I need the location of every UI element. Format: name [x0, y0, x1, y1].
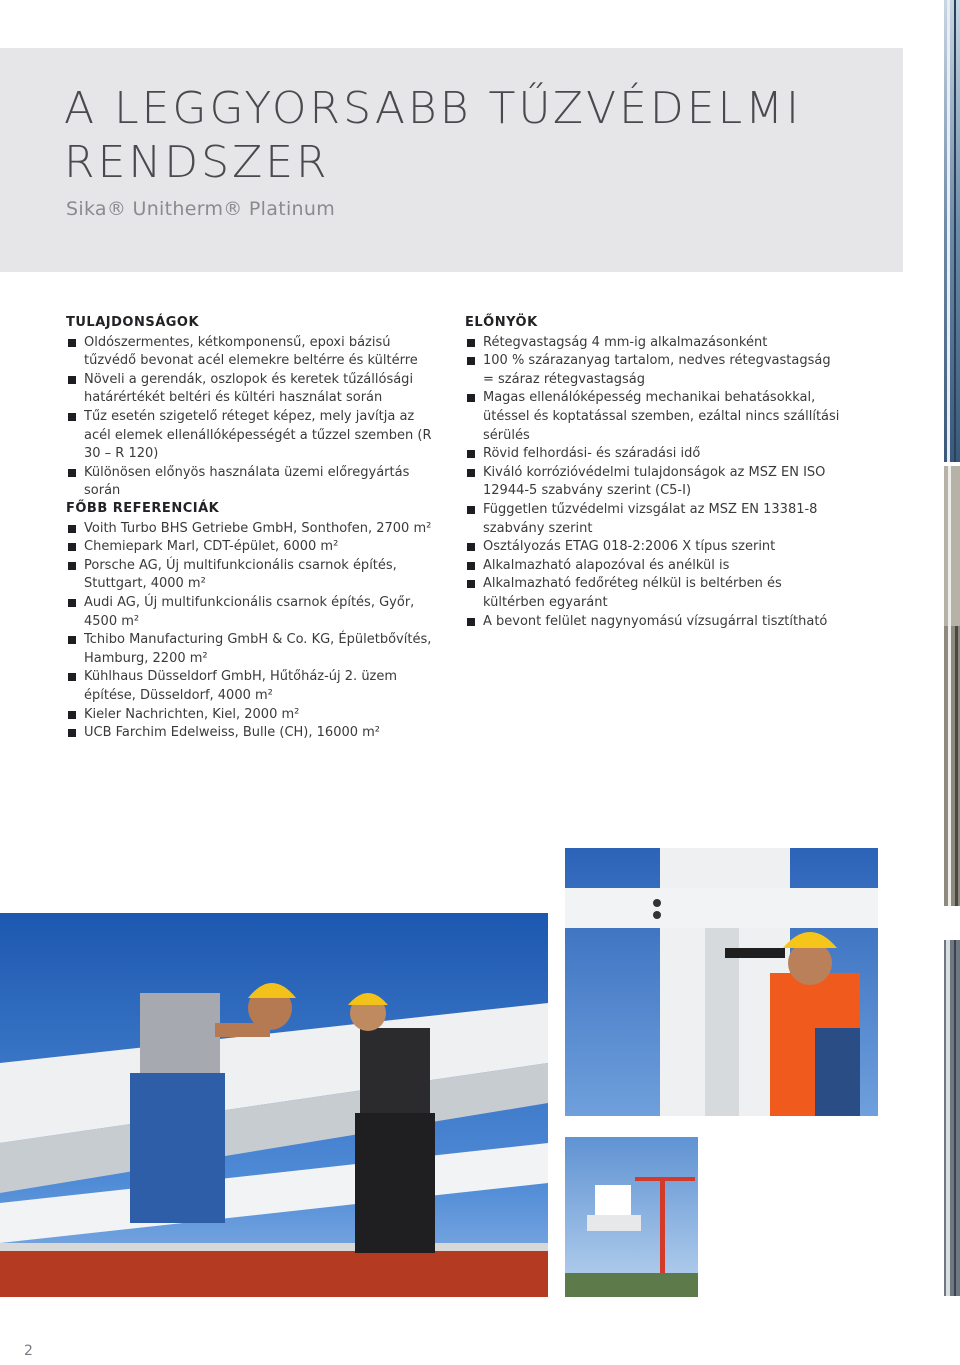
photo-workers-on-beam	[0, 913, 548, 1297]
square-bullet-icon	[467, 543, 475, 551]
advantages-section	[465, 314, 840, 631]
square-bullet-icon	[68, 339, 76, 347]
properties-list	[66, 334, 436, 501]
list-item	[66, 594, 451, 631]
list-item	[465, 352, 840, 389]
list-item-text: Kieler Nachrichten, Kiel, 2000 m²	[84, 706, 300, 722]
page-title-line-2: RENDSZER	[64, 137, 330, 188]
list-item	[66, 668, 451, 705]
photo-worker-steel-beam	[565, 848, 878, 1116]
square-bullet-icon	[68, 469, 76, 477]
list-item	[465, 445, 840, 464]
square-bullet-icon	[68, 562, 76, 570]
square-bullet-icon	[467, 450, 475, 458]
list-item	[465, 389, 840, 445]
square-bullet-icon	[68, 599, 76, 607]
square-bullet-icon	[68, 525, 76, 533]
square-bullet-icon	[68, 413, 76, 421]
square-bullet-icon	[467, 618, 475, 626]
list-item	[66, 464, 436, 501]
square-bullet-icon	[68, 729, 76, 737]
list-item	[465, 464, 840, 501]
edge-photo-bottom	[944, 940, 960, 1296]
list-item-text: Voith Turbo BHS Getriebe GmbH, Sonthofen, 2700 m²	[84, 520, 432, 536]
advantages-list	[465, 334, 840, 632]
references-list	[66, 520, 451, 743]
list-item-text: Független tűzvédelmi vizsgálat az MSZ EN 13381-8 szabvány szerint	[483, 501, 818, 536]
properties-section	[66, 314, 436, 501]
list-item-text: Kühlhaus Düsseldorf GmbH, Hűtőház-új 2. üzem építése, Düsseldorf, 4000 m²	[84, 669, 398, 703]
list-item	[66, 557, 451, 594]
list-item-text: UCB Farchim Edelweiss, Bulle (CH), 16000 m²	[84, 725, 381, 741]
list-item-text: Rövid felhordási- és száradási idő	[483, 446, 701, 462]
square-bullet-icon	[68, 543, 76, 551]
list-item	[66, 334, 436, 371]
list-item-text: Chemiepark Marl, CDT-épület, 6000 m²	[84, 539, 339, 555]
list-item	[66, 538, 451, 557]
edge-photo-top	[944, 0, 960, 462]
list-item-text: Rétegvastagság 4 mm-ig alkalmazásonként	[483, 334, 768, 350]
properties-heading: TULAJDONSÁGOK	[66, 315, 200, 330]
list-item-text: Audi AG, Új multifunkcionális csarnok építés, Győr, 4500 m²	[84, 594, 415, 629]
advantages-heading: ELŐNYÖK	[465, 315, 538, 330]
square-bullet-icon	[467, 357, 475, 365]
list-item-text: A bevont felület nagynyomású vízsugárral tisztítható	[483, 613, 828, 629]
list-item	[465, 557, 840, 576]
square-bullet-icon	[467, 339, 475, 347]
list-item-text: Porsche AG, Új multifunkcionális csarnok építés, Stuttgart, 4000 m²	[84, 557, 397, 592]
list-item-text: Oldószermentes, kétkomponensű, epoxi bázisú tűzvédő bevonat acél elemekre beltérre és kültérre	[84, 334, 418, 369]
square-bullet-icon	[467, 562, 475, 570]
list-item	[66, 408, 436, 464]
list-item	[66, 520, 451, 539]
photo-crane-lift	[565, 1137, 698, 1297]
list-item-text: Magas ellenálóképesség mechanikai behatásokkal, ütéssel és koptatással szemben, ezáltal nincs szállítási sérülés	[483, 390, 840, 443]
list-item	[66, 371, 436, 408]
page-title	[64, 82, 884, 190]
references-heading: FŐBB REFERENCIÁK	[66, 501, 220, 516]
list-item	[66, 724, 451, 743]
list-item-text: Alkalmazható alapozóval és anélkül is	[483, 557, 730, 573]
square-bullet-icon	[467, 580, 475, 588]
page-title-line-1: A LEGGYORSABB TŰZVÉDELMI	[64, 83, 803, 134]
list-item-text: Tűz esetén szigetelő réteget képez, mely javítja az acél elemek ellenállóképességét a tűzzel szemben (R 30 – R 120)	[84, 408, 432, 462]
square-bullet-icon	[68, 376, 76, 384]
list-item	[465, 538, 840, 557]
edge-photo-middle	[944, 466, 960, 906]
list-item-text: 100 % szárazanyag tartalom, nedves rétegvastagság = száraz rétegvastagság	[483, 353, 831, 387]
list-item	[66, 706, 451, 725]
page-number: 2	[24, 1343, 33, 1359]
list-item-text: Különösen előnyös használata üzemi előregyártás során	[84, 464, 410, 499]
square-bullet-icon	[467, 506, 475, 514]
square-bullet-icon	[68, 711, 76, 719]
square-bullet-icon	[68, 636, 76, 644]
page-subtitle: Sika® Unitherm® Platinum	[66, 198, 336, 220]
square-bullet-icon	[467, 394, 475, 402]
list-item-text: Növeli a gerendák, oszlopok és keretek tűzállósági határértékét beltéri és kültéri használat során	[84, 371, 414, 406]
list-item-text: Kiváló korrózióvédelmi tulajdonságok az MSZ EN ISO 12944-5 szabvány szerint (C5-I)	[483, 464, 826, 499]
list-item	[66, 631, 451, 668]
square-bullet-icon	[467, 469, 475, 477]
list-item-text: Osztályozás ETAG 018-2:2006 X típus szerint	[483, 539, 776, 555]
square-bullet-icon	[68, 673, 76, 681]
list-item	[465, 575, 840, 612]
list-item	[465, 613, 840, 632]
list-item-text: Alkalmazható fedőréteg nélkül is beltérben és kültérben egyaránt	[483, 576, 782, 610]
references-section	[66, 500, 451, 743]
list-item	[465, 334, 840, 353]
list-item-text: Tchibo Manufacturing GmbH & Co. KG, Épületbővítés, Hamburg, 2200 m²	[84, 632, 432, 666]
list-item	[465, 501, 840, 538]
